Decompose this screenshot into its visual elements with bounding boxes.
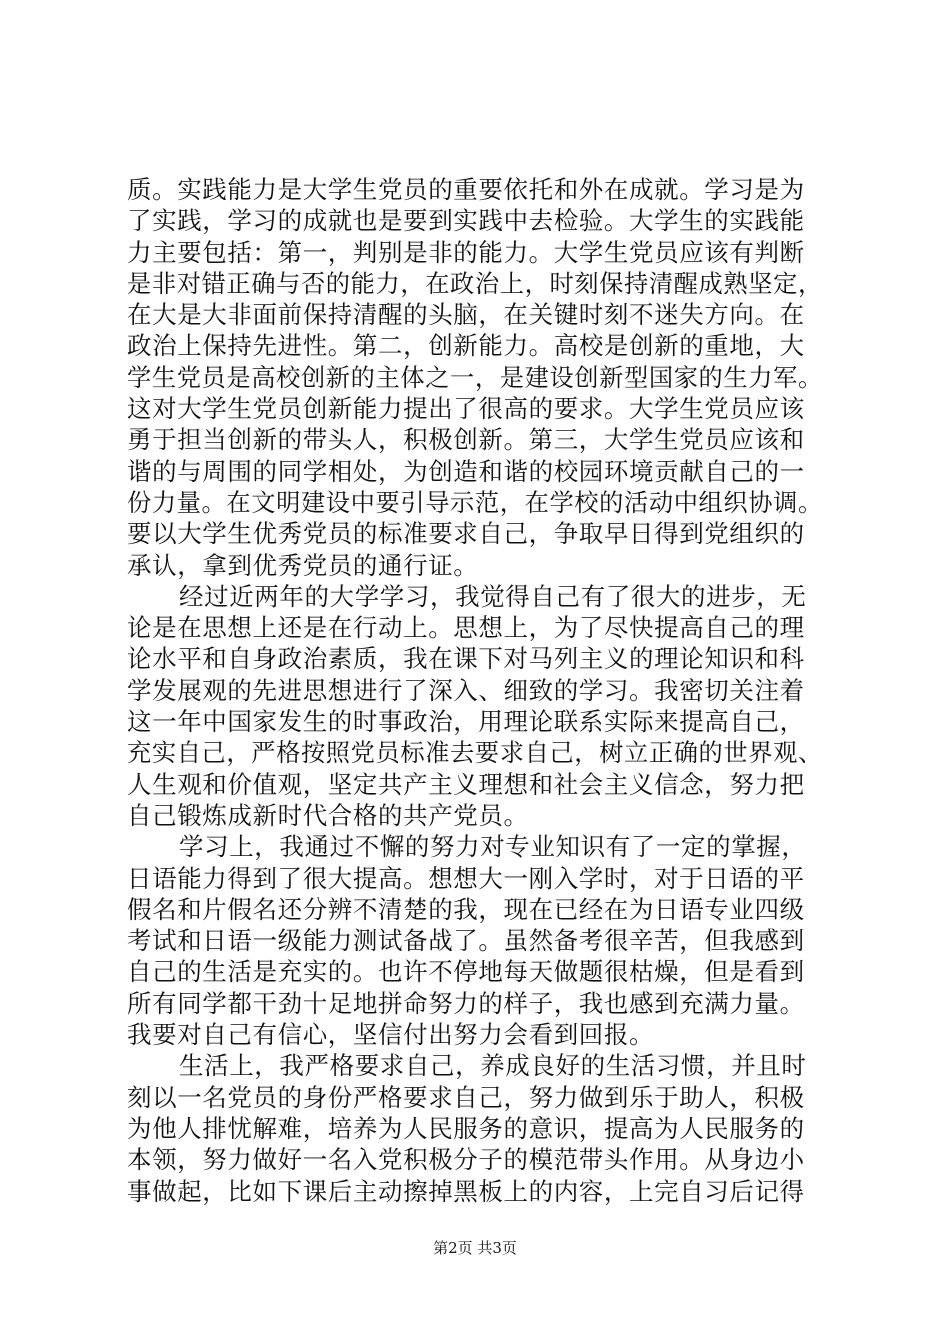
text-line: 在大是大非面前保持清醒的头脑，在关键时刻不迷失方向。在 <box>127 300 805 330</box>
text-line: 学习上，我通过不懈的努力对专业知识有了一定的掌握， <box>179 832 807 862</box>
text-line: 这对大学生党员创新能力提出了很高的要求。大学生党员应该 <box>127 394 805 424</box>
text-line: 勇于担当创新的带头人，积极创新。第三，大学生党员应该和 <box>127 425 805 455</box>
text-line: 论是在思想上还是在行动上。思想上，为了尽快提高自己的理 <box>127 613 805 643</box>
text-line: 事做起，比如下课后主动擦掉黑板上的内容，上完自习后记得 <box>127 1176 805 1206</box>
text-line: 生活上，我严格要求自己，养成良好的生活习惯，并且时 <box>179 1051 807 1081</box>
text-line: 学发展观的先进思想进行了深入、细致的学习。我密切关注着 <box>127 675 805 705</box>
text-line: 了实践，学习的成就也是要到实践中去检验。大学生的实践能 <box>127 206 805 236</box>
text-line: 假名和片假名还分辨不清楚的我，现在已经在为日语专业四级 <box>127 894 805 924</box>
text-line: 为他人排忧解难，培养为人民服务的意识，提高为人民服务的 <box>127 1113 805 1143</box>
text-line: 经过近两年的大学学习，我觉得自己有了很大的进步，无 <box>179 581 807 611</box>
text-line: 质。实践能力是大学生党员的重要依托和外在成就。学习是为 <box>127 175 805 204</box>
text-line: 日语能力得到了很大提高。想想大一刚入学时，对于日语的平 <box>127 863 805 893</box>
document-body <box>127 174 827 1207</box>
text-line: 人生观和价值观，坚定共产主义理想和社会主义信念，努力把 <box>127 769 805 799</box>
text-line: 承认，拿到优秀党员的通行证。 <box>127 550 479 580</box>
text-line: 谐的与周围的同学相处，为创造和谐的校园环境贡献自己的一 <box>127 456 805 486</box>
text-line: 份力量。在文明建设中要引导示范，在学校的活动中组织协调。 <box>127 487 823 517</box>
text-line: 是非对错正确与否的能力，在政治上，时刻保持清醒成熟坚定， <box>127 268 823 298</box>
text-line: 力主要包括：第一，判别是非的能力。大学生党员应该有判断 <box>127 237 805 267</box>
text-line: 要以大学生优秀党员的标准要求自己，争取早日得到党组织的 <box>127 519 805 549</box>
text-line: 考试和日语一级能力测试备战了。虽然备考很辛苦，但我感到 <box>127 926 805 956</box>
page-footer: 第2页 共3页 <box>433 1239 517 1257</box>
text-line: 学生党员是高校创新的主体之一，是建设创新型国家的生力军。 <box>127 362 823 392</box>
text-line: 所有同学都干劲十足地拼命努力的样子，我也感到充满力量。 <box>127 988 805 1018</box>
text-line: 论水平和自身政治素质，我在课下对马列主义的理论知识和科 <box>127 644 805 674</box>
text-line: 刻以一名党员的身份严格要求自己，努力做到乐于助人，积极 <box>127 1082 805 1112</box>
text-line: 本领，努力做好一名入党积极分子的模范带头作用。从身边小 <box>127 1145 805 1175</box>
text-line: 这一年中国家发生的时事政治，用理论联系实际来提高自己， <box>127 707 805 737</box>
text-line: 我要对自己有信心，坚信付出努力会看到回报。 <box>127 1020 655 1050</box>
text-line: 自己的生活是充实的。也许不停地每天做题很枯燥，但是看到 <box>127 957 805 987</box>
text-line: 充实自己，严格按照党员标准去要求自己，树立正确的世界观、 <box>127 738 823 768</box>
text-line: 自己锻炼成新时代合格的共产党员。 <box>127 800 529 830</box>
text-line: 政治上保持先进性。第二，创新能力。高校是创新的重地，大 <box>127 331 805 361</box>
